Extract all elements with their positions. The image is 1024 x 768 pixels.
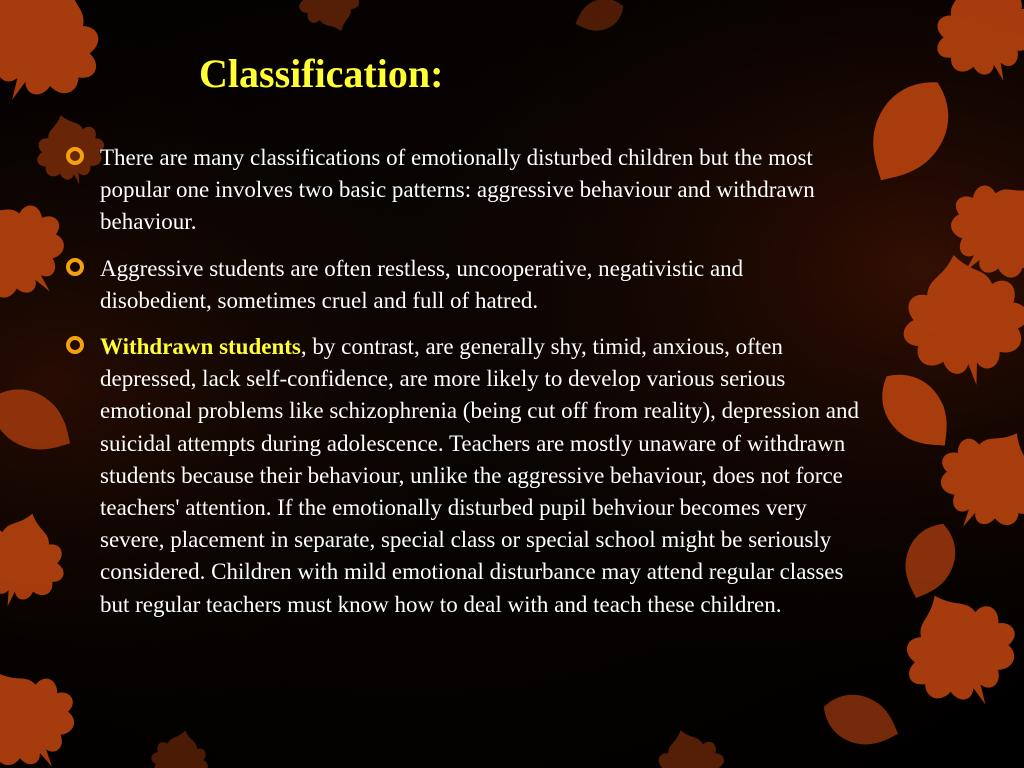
bullet-text: There are many classifications of emotionally disturbed children but the most popular one involves two basic patterns: aggressive behaviour and withdrawn behaviour.: [100, 145, 815, 235]
bullet-list: [60, 142, 860, 635]
circle-bullet-icon: [66, 258, 84, 276]
bullet-item: [60, 331, 860, 621]
slide-title: Classification:: [199, 51, 444, 96]
circle-bullet-icon: [66, 336, 84, 354]
bullet-text: , by contrast, are generally shy, timid, anxious, often depressed, lack self-confidence, are more likely to develop various serious emotional problems like schizophrenia (being cut off from reality), depression and suicidal attempts during adolescence. Teachers are mostly unaware of withdrawn students because their behaviour, unlike the aggressive behaviour, does not force teachers' attention. If the emotionally disturbed pupil behviour becomes very severe, placement in separate, special class or special school might be seriously considered. Children with mild emotional disturbance may attend regular classes but regular teachers must know how to deal with and teach these children.: [100, 334, 859, 617]
bullet-item: [60, 142, 860, 239]
bullet-text: Aggressive students are often restless, uncooperative, negativistic and disobedient, sometimes cruel and full of hatred.: [100, 255, 744, 313]
bullet-text-paragraph: [100, 331, 860, 621]
bullet-item: [60, 253, 860, 317]
highlighted-term: Withdrawn students: [100, 334, 301, 360]
circle-bullet-icon: [66, 147, 84, 165]
